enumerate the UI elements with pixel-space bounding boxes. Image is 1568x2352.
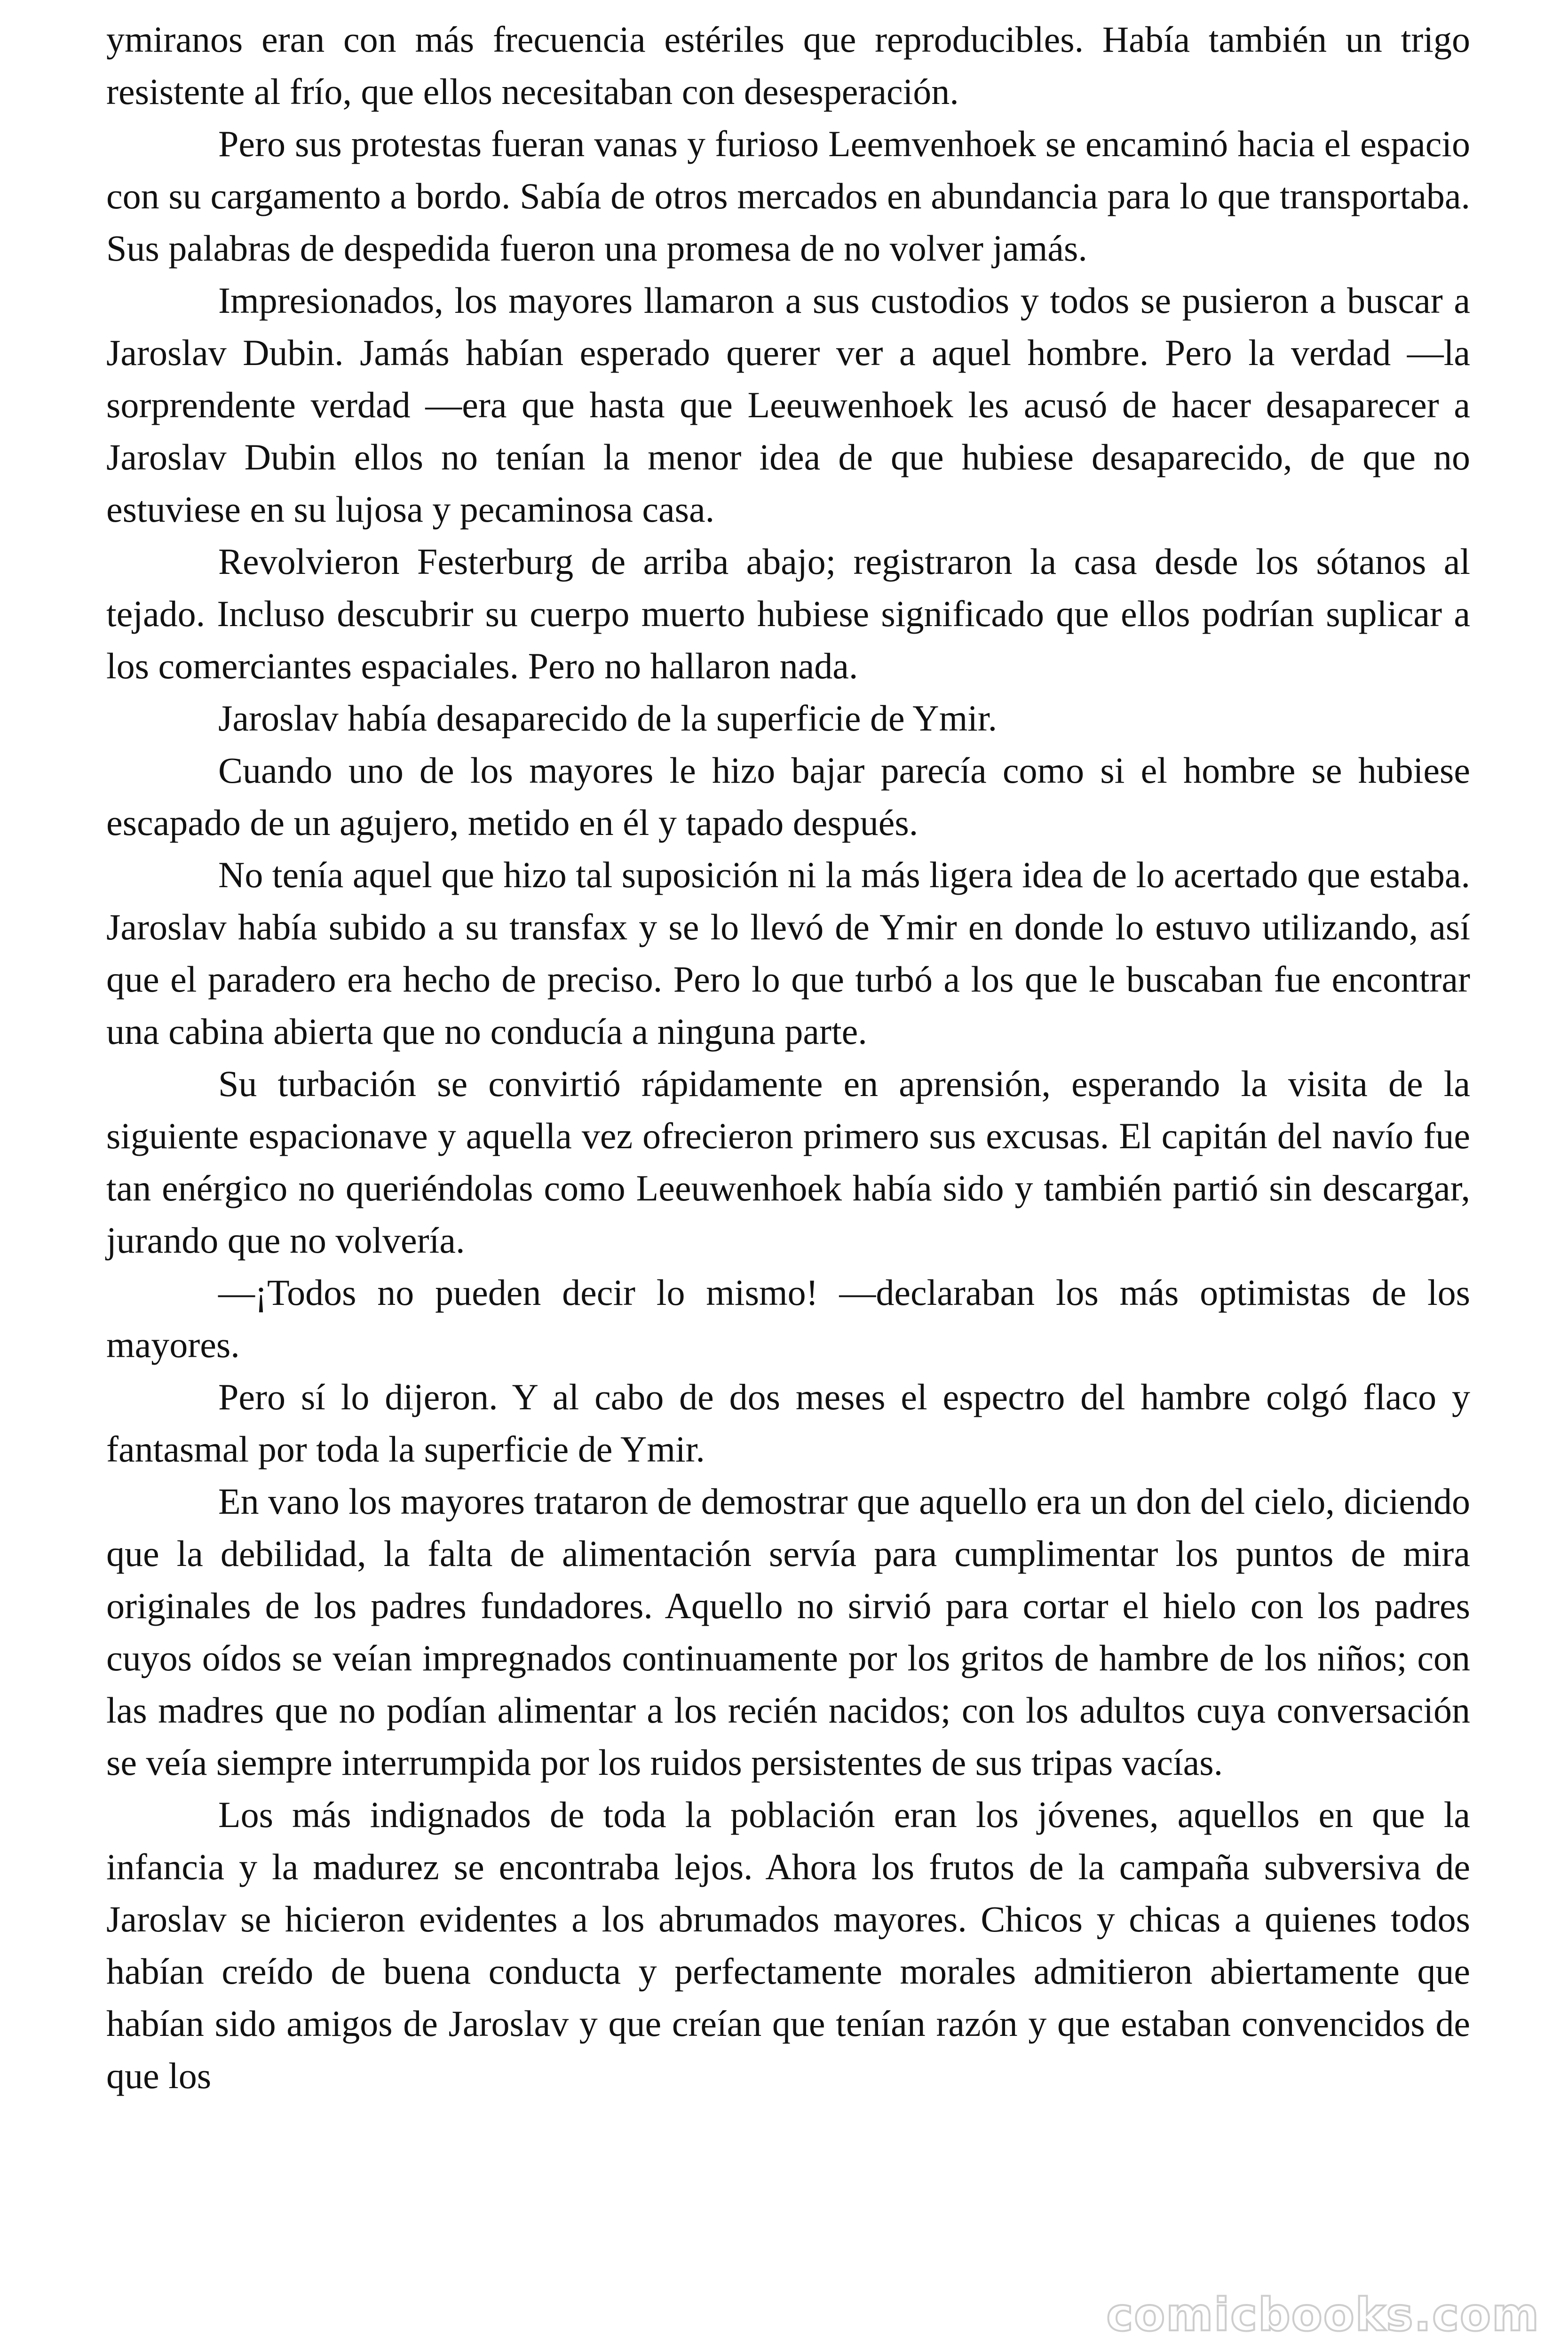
paragraph: No tenía aquel que hizo tal suposición ni la más ligera idea de lo acertado que estaba. Jaroslav había subido a su transfax y se lo llevó de Ymir en donde lo estuvo utilizando, así que el paradero era hecho de preciso. Pero lo que turbó a los que le buscaban fue encontrar una cabina abierta que no conducía a ninguna parte. <box>106 854 1470 1052</box>
paragraph: Jaroslav había desaparecido de la superficie de Ymir. <box>218 698 998 739</box>
paragraph: Su turbación se convirtió rápidamente en aprensión, esperando la visita de la siguiente espacionave y aquella vez ofrecieron primero sus excusas. El capitán del navío fue tan enérgico no queriéndolas como Leeuwenhoek había sido y también partió sin descargar, jurando que no volvería. <box>106 1063 1470 1261</box>
paragraph: Cuando uno de los mayores le hizo bajar parecía como si el hombre se hubiese escapado de un agujero, metido en él y tapado después. <box>106 750 1470 843</box>
paragraph: Revolvieron Festerburg de arriba abajo; registraron la casa desde los sótanos al tejado. Incluso descubrir su cuerpo muerto hubiese significado que ellos podrían suplicar a los comerciantes espaciales. Pero no hallaron nada. <box>106 541 1470 686</box>
paragraph: —¡Todos no pueden decir lo mismo! —declaraban los más optimistas de los mayores. <box>106 1272 1470 1365</box>
paragraph: ymiranos eran con más frecuencia estériles que reproducibles. Había también un trigo resistente al frío, que ellos necesitaban con desesperación. <box>106 19 1470 112</box>
paragraph: Impresionados, los mayores llamaron a sus custodios y todos se pusieron a buscar a Jaroslav Dubin. Jamás habían esperado querer ver a aquel hombre. Pero la verdad —la sorprendente verdad —era que hasta que Leeuwenhoek les acusó de hacer desaparecer a Jaroslav Dubin ellos no tenían la menor idea de que hubiese desaparecido, de que no estuviese en su lujosa y pecaminosa casa. <box>106 280 1470 530</box>
paragraph: En vano los mayores trataron de demostrar que aquello era un don del cielo, diciendo que la debilidad, la falta de alimentación servía para cumplimentar los puntos de mira originales de los padres fundadores. Aquello no sirvió para cortar el hielo con los padres cuyos oídos se veían impregnados continuamente por los gritos de hambre de los niños; con las madres que no podían alimentar a los recién nacidos; con los adultos cuya conversación se veía siempre interrumpida por los ruidos persistentes de sus tripas vacías. <box>106 1481 1470 1783</box>
paragraph: Los más indignados de toda la población eran los jóvenes, aquellos en que la infancia y la madurez se encontraba lejos. Ahora los frutos de la campaña subversiva de Jaroslav se hicieron evidentes a los abrumados mayores. Chicos y chicas a quienes todos habían creído de buena conducta y perfectamente morales admitieron abiertamente que habían sido amigos de Jaroslav y que creían que tenían razón y que estaban convencidos de que los <box>106 1794 1470 2096</box>
paragraph: Pero sí lo dijeron. Y al cabo de dos meses el espectro del hambre colgó flaco y fantasmal por toda la superficie de Ymir. <box>106 1376 1470 1470</box>
watermark: comicbooks.com <box>1106 2288 1540 2341</box>
paragraph: Pero sus protestas fueran vanas y furioso Leemvenhoek se encaminó hacia el espacio con su cargamento a bordo. Sabía de otros mercados en abundancia para lo que transportaba. Sus palabras de despedida fueron una promesa de no volver jamás. <box>106 123 1470 269</box>
page-text <box>106 13 1470 2102</box>
